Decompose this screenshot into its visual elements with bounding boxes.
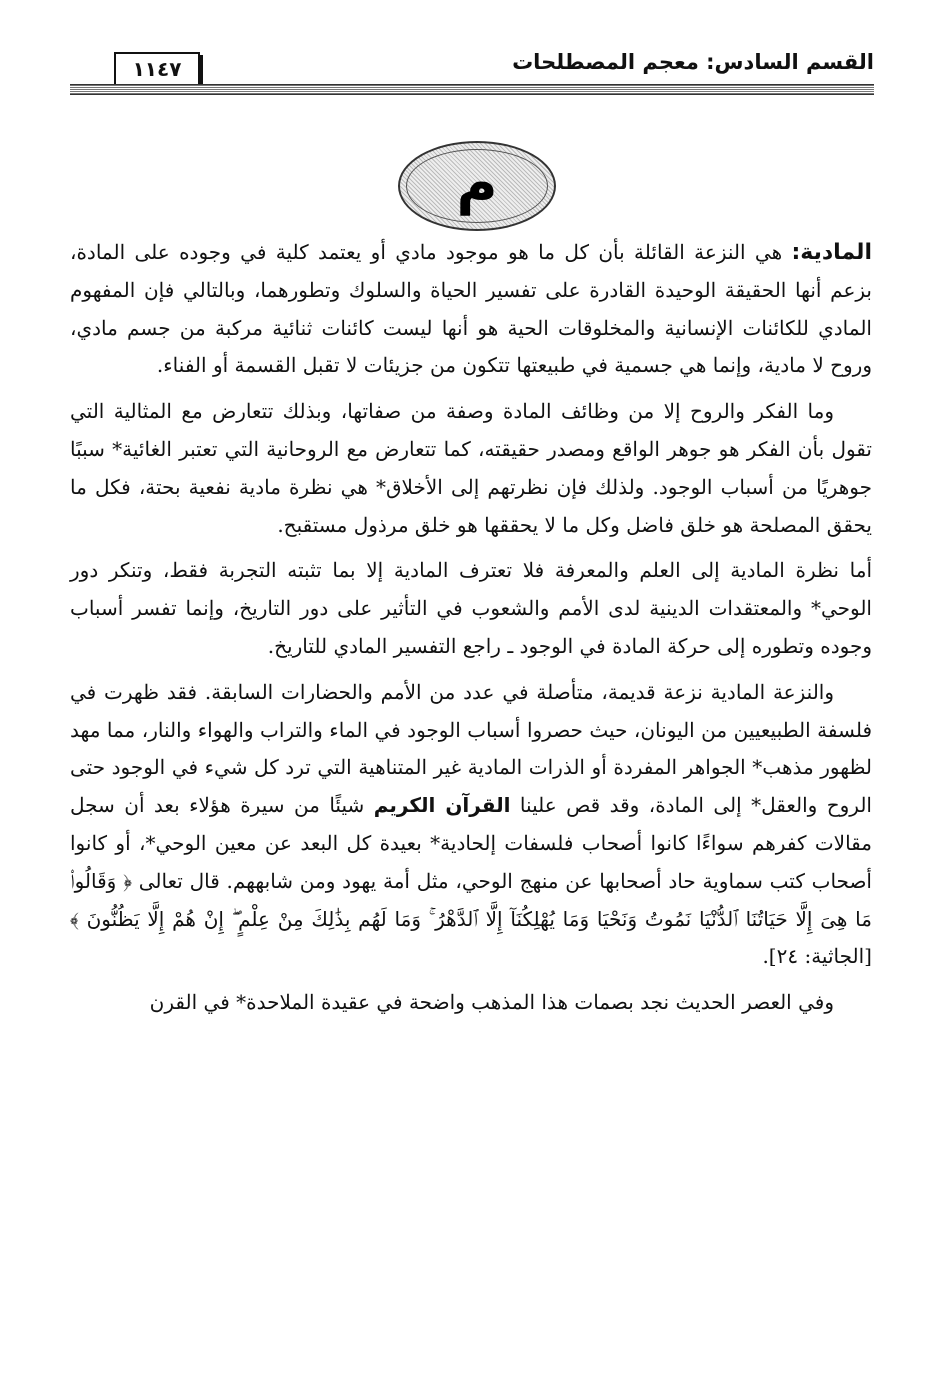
paragraph-2: وما الفكر والروح إلا من وظائف المادة وصفة من صفاتها، وبذلك تتعارض مع المثالية التي تقول بأن الفكر هو جوهر الواقع ومصدر حقيقته، كما تتعارض مع الروحانية التي تعتبر الغائية* سببًا جوهريًا من أسباب الوجود. ولذلك فإن نظرتهم إلى الأخلاق* هي نظرة مادية نفعية بحتة، فكل ما يحقق المصلحة هو خلق فاضل وكل ما لا يحققها هو خلق مرذول مستقبح. [70, 399, 872, 537]
verse-citation: [الجاثية: ٢٤]. [762, 944, 872, 969]
section-letter-badge [398, 141, 556, 231]
paragraph-4-part1: والنزعة المادية نزعة قديمة، متأصلة في عدد من الأمم والحضارات السابقة. فقد ظهرت في فلسفة الطبيعيين من اليونان، حيث حصروا أسباب الوجود في الماء والتراب والهواء والنار، مما مهد لظهور مذهب* الجواهر المفردة أو الذرات المادية غير المتناهية التي ترد كل شيء في الوجود حتى الروح والعقل* إلى المادة، وقد قص علينا [70, 679, 872, 818]
entry-body [70, 234, 872, 1030]
paragraph-4 [70, 674, 872, 976]
section-letter: م [456, 150, 498, 216]
paragraph-3: أما نظرة المادية إلى العلم والمعرفة فلا تعترف المادية إلا بما تثبته التجربة فقط، وتنكر دور الوحي* والمعتقدات الدينية لدى الأمم والشعوب في التأثير على دور التاريخ، وإنما تفسر أسباب وجوده وتطوره إلى حركة المادة في الوجود ـ راجع التفسير المادي للتاريخ. [70, 558, 872, 658]
entry-term: المادية: [791, 240, 872, 265]
page-header [70, 48, 874, 94]
page-number: ١١٤٧ [114, 52, 200, 86]
paragraph-5: وفي العصر الحديث نجد بصمات هذا المذهب واضحة في عقيدة الملاحدة* في القرن [149, 990, 834, 1015]
definition-text: هي النزعة القائلة بأن كل ما هو موجود مادي أو يعتمد كلية في وجوده على المادة، بزعم أنها الحقيقة الوحيدة القادرة على تفسير الحياة والسلوك وتطورهما، وبالتالي فإن المفهوم المادي للكائنات الإنسانية والمخلوقات الحية هو أنها ليست كائنات ثنائية مركبة من جسم مادي، وروح لا مادية، وإنما هي جسمية في طبيعتها تتكون من جزيئات لا تقبل القسمة أو الفناء. [70, 240, 872, 378]
quran-name: القرآن الكريم [373, 793, 511, 818]
running-title: القسم السادس: معجم المصطلحات [512, 50, 874, 74]
paragraph-definition [70, 234, 872, 385]
header-rule [70, 84, 874, 95]
paragraph-4-part2: شيئًا من سيرة هؤلاء بعد أن سجل مقالات كفرهم سواءًا كانوا أصحاب فلسفات إلحادية* بعيدة كل البعد عن معين الوحي*، أو كانوا أصحاب كتب سماوية حاد أصحابها عن منهج الوحي، مثل أمة يهود ومن شابههم. قال تعالى [70, 793, 872, 893]
quran-verse: ﴿ وَقَالُوا۟ مَا هِىَ إِلَّا حَيَاتُنَا ٱلدُّنْيَا نَمُوتُ وَنَحْيَا وَمَا يُهْلِكُنَآ إِلَّا ٱلدَّهْرُ ۚ وَمَا لَهُم بِذَٰلِكَ مِنْ عِلْمٍ ۖ إِنْ هُمْ إِلَّا يَظُنُّونَ ﴾ [70, 868, 872, 931]
